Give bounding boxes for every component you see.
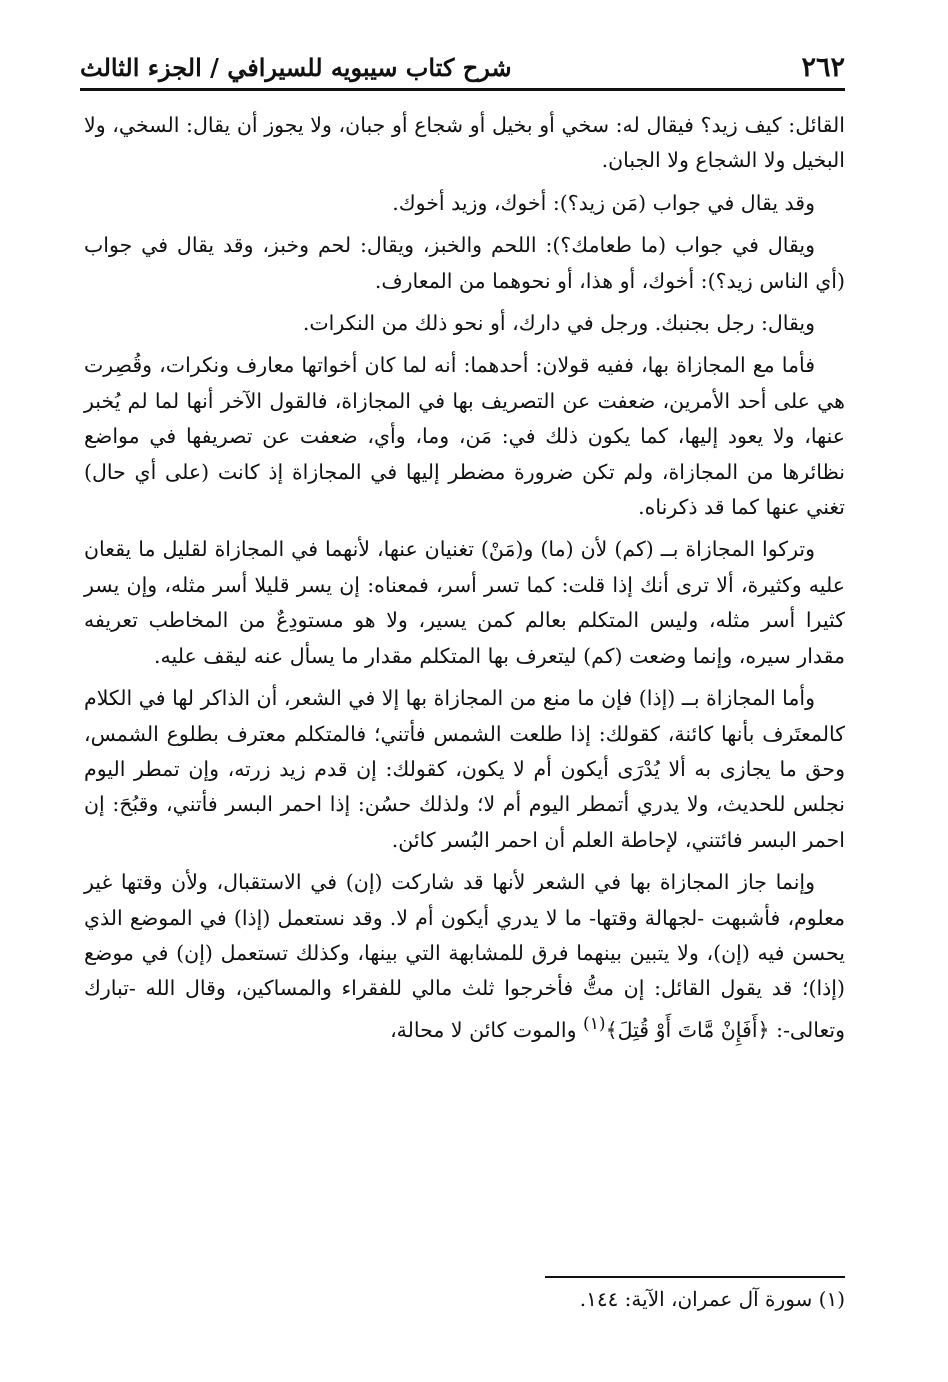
paragraph: وأما المجازاة بــ (إذا) فإن ما منع من المجازاة بها إلا في الشعر، أن الذاكر لها في الكلام كالمعتَرف بأنها كائنة، كقولك: إذا طلعت الشمس فأتني؛ فالمتكلم معترف بطلوع الشمس، وحق ما يجازى به ألا يُدْرَى أيكون أم لا يكون، كقولك: إن قدم زيد زرته، وإن تمطر اليوم نجلس للحديث، ولا يدري أتمطر اليوم أم لا؛ ولذلك حسُن: إذا احمر البسر فأتني، وقبُحَ: إن احمر البسر فائتني، لإحاطة العلم أن احمر البُسر كائن. <box>84 686 845 852</box>
paragraph-text: والموت كائن لا محالة، <box>390 1017 584 1042</box>
paragraph: فأما مع المجازاة بها، ففيه قولان: أحدهما: أنه لما كان أخواتها معارف ونكرات، وقُصِرت هي على أحد الأمرين، ضعفت عن التصريف بها في المجازاة، فالقول الآخر أنها لما لم يُخبر عنها، ولا يعود إليها، كما يكون ذلك في: مَن، وما، وأي، ضعفت عن تصريفها في مواضع نظائرها من المجازاة، ولم تكن ضرورة مضطر إليها في المجازاة إذ كانت (على أي حال) تغني عنها كما قد ذكرناه. <box>84 353 845 520</box>
page-number: ٢٦٢ <box>801 52 845 83</box>
paragraph-text: وإنما جاز المجازاة بها في الشعر لأنها قد شاركت (إن) في الاستقبال، ولأن وقتها غير معلوم، فأشبهت -لجهالة وقتها- ما لا يدري أيكون أم لا. وقد نستعمل (إذا) في الموضع الذي يحسن فيه (إن)، ولا يتبين بينهما فرق للمشابهة التي بينها، وكذلك تستعمل (إن) في موضع (إذا)؛ قد يقول القائل: إن متُّ فأخرجوا ثلث مالي للفقراء والمساكين، وقال الله -تبارك وتعالى-: <box>84 870 845 1042</box>
paragraph <box>84 865 845 1048</box>
paragraph: ويقال في جواب (ما طعامك؟): اللحم والخبز، ويقال: لحم وخبز، وقد يقال في جواب (أي الناس زيد؟): أخوك، أو هذا، أو نحوهما من المعارف. <box>84 233 845 293</box>
paragraph: وتركوا المجازاة بــ (كم) لأن (ما) و(مَنْ) تغنيان عنها، لأنهما في المجازاة لقليل ما يقعان عليه وكثيرة، ألا ترى أنك إذا قلت: كما تسر أسر، فمعناه: إن يسر قليلا أسر مثله، وإن يسر كثيرا أسر مثله، وليس المتكلم بعالم كمن يسير، ولا هو مستودِعٌ من المخاطب تعريفه مقدار سيره، وإنما وضعت (كم) ليتعرف بها المتكلم مقدار ما يسأل عنه ليقف عليه. <box>84 537 845 668</box>
running-title: شرح كتاب سيبويه للسيرافي / الجزء الثالث <box>80 53 512 82</box>
paragraph: ويقال: رجل بجنبك. ورجل في دارك، أو نحو ذلك من النكرات. <box>302 311 815 336</box>
quran-verse: ﴿أَفَإِنْ مَّاتَ أَوْ قُتِلَ﴾ <box>605 1017 770 1042</box>
footnote-divider <box>545 1276 845 1278</box>
footnote-reference: (١) <box>583 1013 606 1034</box>
page-body <box>84 108 845 1055</box>
footnote: (١) سورة آل عمران، الآية: ١٤٤. <box>579 1287 845 1311</box>
paragraph: وقد يقال في جواب (مَن زيد؟): أخوك، وزيد أخوك. <box>392 190 815 215</box>
page-header <box>80 48 845 91</box>
paragraph: القائل: كيف زيد؟ فيقال له: سخي أو بخيل أو شجاع أو جبان، ولا يجوز أن يقال: السخي، ولا البخيل ولا الشجاع ولا الجبان. <box>84 113 845 173</box>
